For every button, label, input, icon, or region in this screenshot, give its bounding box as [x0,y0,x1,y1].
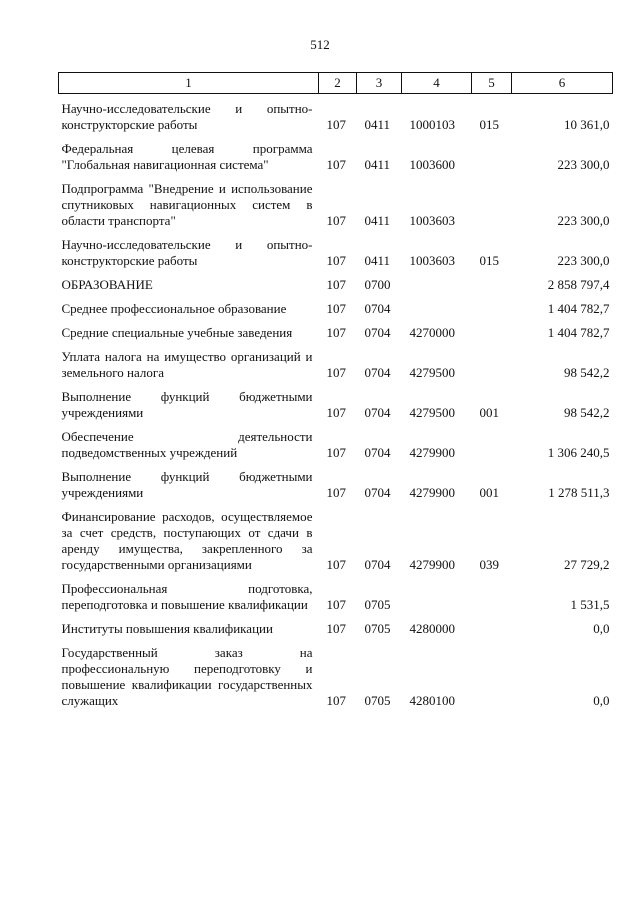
column-header-5: 5 [472,73,512,94]
row-code-5 [472,617,512,641]
table-row [59,465,613,505]
row-name: Средние специальные учебные заведения [61,325,293,340]
row-code-3: 0411 [364,253,391,268]
row-name: Обеспечение деятельности подведомственных учреждений [61,429,313,460]
row-amount: 223 300,0 [557,157,610,172]
row-code-2: 107 [326,213,346,228]
row-code-3: 0705 [364,621,391,636]
row-code-3: 0704 [364,557,391,572]
table-row [59,94,613,138]
row-code-5 [472,577,512,617]
row-name: ОБРАЗОВАНИЕ [61,277,153,292]
row-code-4: 4279900 [409,557,455,572]
table-row [59,273,613,297]
row-name: Государственный заказ на профессиональную переподготовку и повышение квалификации государственных служащих [61,645,313,708]
row-code-2: 107 [326,557,346,572]
row-code-4: 4279900 [409,445,455,460]
row-code-4 [402,577,472,617]
row-code-3: 0411 [364,117,391,132]
table-row [59,137,613,177]
row-code-5: 039 [479,557,499,572]
row-code-3: 0704 [364,301,391,316]
row-code-5: 015 [479,117,499,132]
row-code-3: 0411 [364,157,391,172]
row-name: Подпрограмма "Внедрение и использование спутниковых навигационных систем в области транспорта" [61,181,313,228]
row-code-3: 0700 [364,277,391,292]
row-amount: 98 542,2 [564,365,610,380]
row-code-5 [472,345,512,385]
row-amount: 223 300,0 [557,253,610,268]
row-name: Выполнение функций бюджетными учреждениями [61,469,313,500]
row-code-2: 107 [326,301,346,316]
row-code-3: 0705 [364,597,391,612]
row-code-4: 4279900 [409,485,455,500]
row-code-3: 0704 [364,485,391,500]
row-code-5 [472,297,512,321]
table-row [59,385,613,425]
row-code-5 [472,641,512,713]
row-code-5 [472,321,512,345]
table-row [59,641,613,713]
table-row [59,177,613,233]
row-amount: 223 300,0 [557,213,610,228]
budget-table [58,72,613,713]
row-code-3: 0704 [364,405,391,420]
row-amount: 2 858 797,4 [547,277,610,292]
row-name: Научно-исследовательские и опытно-конструкторские работы [61,237,313,268]
row-code-4: 4280100 [409,693,455,708]
row-code-4 [402,297,472,321]
row-code-3: 0705 [364,693,391,708]
row-code-2: 107 [326,485,346,500]
column-header-3: 3 [357,73,402,94]
row-code-3: 0704 [364,445,391,460]
row-code-3: 0704 [364,325,391,340]
row-code-2: 107 [326,325,346,340]
row-code-3: 0411 [364,213,391,228]
table-row [59,505,613,577]
row-code-3: 0704 [364,365,391,380]
row-name: Профессиональная подготовка, переподготовка и повышение квалификации [61,581,313,612]
row-code-5 [472,137,512,177]
row-code-4: 1003603 [409,253,455,268]
row-code-2: 107 [326,157,346,172]
row-code-5: 015 [479,253,499,268]
table-row [59,425,613,465]
row-code-2: 107 [326,277,346,292]
row-code-4: 4279500 [409,405,455,420]
row-amount: 98 542,2 [564,405,610,420]
row-code-2: 107 [326,597,346,612]
row-code-5 [472,177,512,233]
row-code-4: 1000103 [409,117,455,132]
row-code-4: 4270000 [409,325,455,340]
column-header-2: 2 [319,73,357,94]
row-code-2: 107 [326,117,346,132]
page-number: 512 [310,37,330,52]
table-row [59,321,613,345]
row-code-5 [472,273,512,297]
row-name: Федеральная целевая программа "Глобальная навигационная система" [61,141,313,172]
row-code-2: 107 [326,253,346,268]
row-amount: 0,0 [593,621,610,636]
row-amount: 1 306 240,5 [547,445,610,460]
table-row [59,345,613,385]
row-code-2: 107 [326,405,346,420]
row-amount: 27 729,2 [564,557,610,572]
table-row [59,297,613,321]
row-amount: 10 361,0 [564,117,610,132]
row-code-4 [402,273,472,297]
row-name: Научно-исследовательские и опытно-конструкторские работы [61,101,313,132]
row-code-2: 107 [326,445,346,460]
row-name: Институты повышения квалификации [61,621,273,636]
row-code-2: 107 [326,621,346,636]
row-amount: 1 278 511,3 [548,485,610,500]
table-row [59,617,613,641]
row-name: Финансирование расходов, осуществляемое за счет средств, поступающих от сдачи в аренду имущества, закрепленного за государственными организациями [61,509,313,572]
row-code-5: 001 [479,485,499,500]
row-code-4: 1003603 [409,213,455,228]
table-header-row [59,73,613,94]
column-header-4: 4 [402,73,472,94]
row-name: Уплата налога на имущество организаций и земельного налога [61,349,313,380]
row-code-4: 4279500 [409,365,455,380]
row-code-5 [472,425,512,465]
row-name: Выполнение функций бюджетными учреждениями [61,389,313,420]
row-code-5: 001 [479,405,499,420]
row-amount: 0,0 [593,693,610,708]
table-row [59,577,613,617]
row-amount: 1 531,5 [570,597,610,612]
row-name: Среднее профессиональное образование [61,301,287,316]
row-amount: 1 404 782,7 [547,301,610,316]
row-code-4: 1003600 [409,157,455,172]
row-code-2: 107 [326,693,346,708]
table-row [59,233,613,273]
column-header-1: 1 [59,73,319,94]
row-code-2: 107 [326,365,346,380]
column-header-6: 6 [512,73,613,94]
row-code-4: 4280000 [409,621,455,636]
row-amount: 1 404 782,7 [547,325,610,340]
